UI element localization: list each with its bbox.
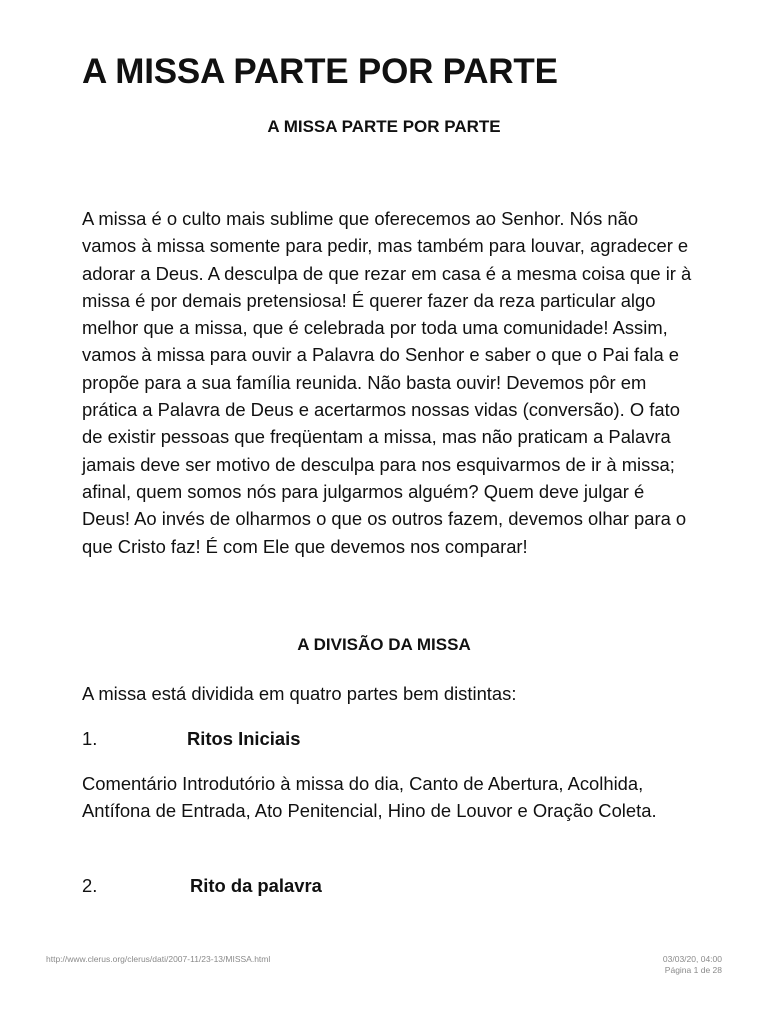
footer-datetime: 03/03/20, 04:00 [662, 954, 722, 964]
section-title-divisao: A DIVISÃO DA MISSA [297, 635, 471, 654]
list-item-label: Rito da palavra [190, 875, 322, 896]
intro-paragraph: A missa é o culto mais sublime que oferecemos ao Senhor. Nós não vamos à missa somente para pedir, mas também para louvar, agradecer e adorar a Deus. A desculpa de que rezar em casa é a mesma coisa que ir à missa é por demais pretensiosa! É querer fazer da reza particular algo melhor que a missa, que é celebrada por toda uma comunidade! Assim, vamos à missa para ouvir a Palavra do Senhor e saber o que o Pai fala e propõe para a sua família reunida. Não basta ouvir! Devemos pôr em prática a Palavra de Deus e acertarmos nossas vidas (conversão). O fato de existir pessoas que freqüentam a missa, mas não praticam a Palavra jamais deve ser motivo de desculpa para nos esquivarmos de ir à missa; afinal, quem somos nós para julgarmos alguém? Quem deve julgar é Deus! Ao invés de olharmos o que os outros fazem, devemos olhar para o que Cristo faz! É com Ele que devemos nos comparar! [82, 208, 692, 557]
list-item-number: 2. [82, 875, 98, 896]
footer-page-number: Página 1 de 28 [664, 965, 722, 975]
list-item-rito-da-palavra [82, 872, 322, 899]
footer-url: http://www.clerus.org/clerus/dati/2007-11/23-13/MISSA.html [46, 954, 271, 964]
footer-page-info [663, 954, 722, 976]
list-item-description: Comentário Introdutório à missa do dia, Canto de Abertura, Acolhida, Antífona de Entrada, Ato Penitencial, Hino de Louvor e Oração Coleta. [82, 773, 657, 822]
document-subtitle: A MISSA PARTE POR PARTE [267, 117, 501, 136]
section-intro-text: A missa está dividida em quatro partes bem distintas: [82, 683, 517, 704]
list-item-ritos-iniciais [82, 725, 300, 752]
list-item-number: 1. [82, 728, 98, 749]
list-item-label: Ritos Iniciais [187, 728, 301, 749]
page-title: A MISSA PARTE POR PARTE [82, 52, 558, 91]
